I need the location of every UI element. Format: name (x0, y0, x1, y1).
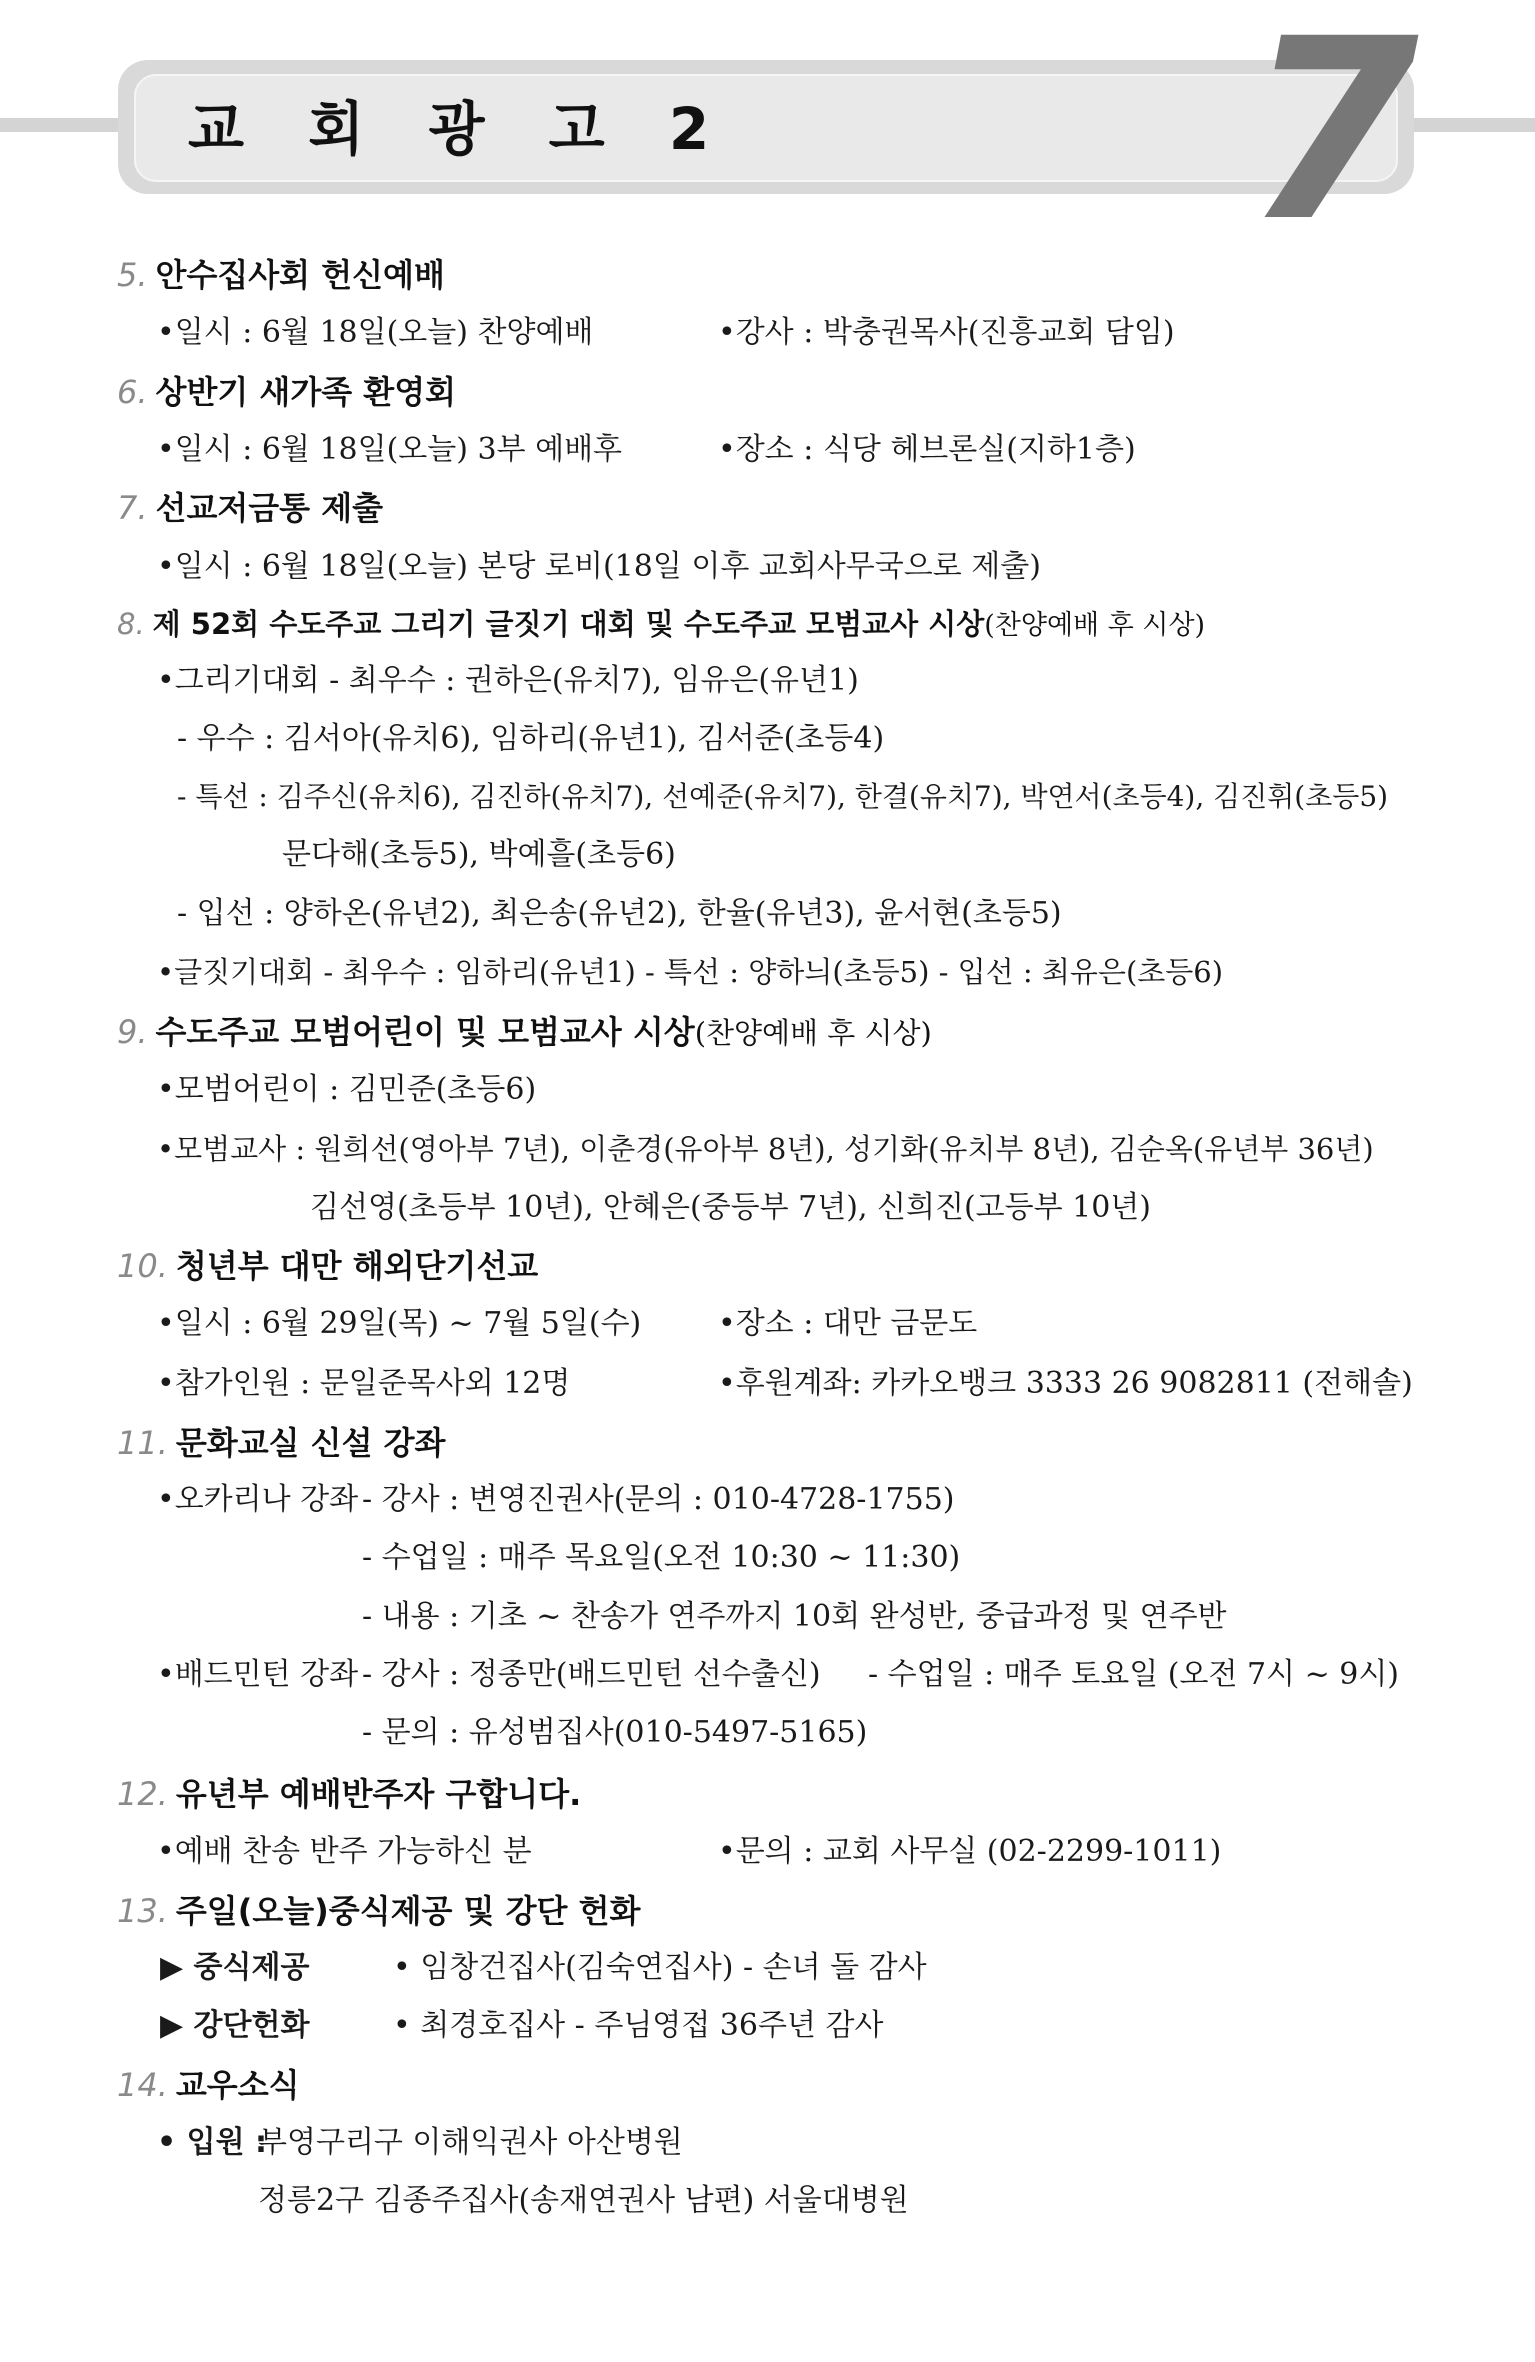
section-8-drawing-top: •그리기대회 - 최우수 : 권하은(유치7), 임유은(유년1) (157, 663, 859, 698)
section-11-badminton-contact: - 문의 : 유성범집사(010-5497-5165) (362, 1715, 868, 1750)
section-8-drawing-entry: - 입선 : 양하온(유년2), 최은송(유년2), 한율(유년3), 윤서현(초등5) (177, 896, 1062, 931)
section-11-ocarina-schedule: - 수업일 : 매주 목요일(오전 10:30 ~ 11:30) (362, 1540, 961, 1575)
section-10-account: •후원계좌: 카카오뱅크 3333 26 9082811 (전해솔) (718, 1366, 1413, 1401)
section-5-date: •일시 : 6월 18일(오늘) 찬양예배 (157, 315, 594, 350)
section-11-ocarina-teacher: - 강사 : 변영진권사(문의 : 010-4728-1755) (362, 1482, 955, 1517)
section-11-ocarina-label: •오카리나 강좌 (157, 1482, 359, 1517)
section-11-badminton-teacher: - 강사 : 정종만(배드민턴 선수출신) (362, 1657, 821, 1692)
section-5-heading: 5. 안수집사회 헌신예배 (117, 256, 445, 294)
section-11-ocarina-content: - 내용 : 기초 ~ 찬송가 연주까지 10회 완성반, 중급과정 및 연주반 (362, 1599, 1227, 1634)
section-8-drawing-excellent: - 우수 : 김서아(유치6), 임하리(유년1), 김서준(초등4) (177, 721, 885, 756)
section-6-date: •일시 : 6월 18일(오늘) 3부 예배후 (157, 432, 623, 467)
section-12-contact: •문의 : 교회 사무실 (02-2299-1011) (718, 1834, 1222, 1869)
section-10-participants: •참가인원 : 문일준목사외 12명 (157, 1366, 571, 1401)
section-10-date: •일시 : 6월 29일(목) ~ 7월 5일(수) (157, 1306, 642, 1341)
section-13-flower-label: ▶ 강단헌화 (160, 2008, 310, 2043)
section-13-lunch-value: • 임창건집사(김숙연집사) - 손녀 돌 감사 (393, 1950, 927, 1985)
section-9-model-child: •모범어린이 : 김민준(초등6) (157, 1072, 537, 1107)
section-14-heading: 14. 교우소식 (117, 2066, 300, 2104)
section-8-writing: •글짓기대회 - 최우수 : 임하리(유년1) - 특선 : 양하늬(초등5) - 입선 : 최유은(초등6) (157, 955, 1224, 989)
section-9-model-teachers-cont: 김선영(초등부 10년), 안혜은(중등부 7년), 신희진(고등부 10년) (310, 1190, 1151, 1225)
section-10-heading: 10. 청년부 대만 해외단기선교 (117, 1247, 539, 1285)
section-11-badminton-schedule: - 수업일 : 매주 토요일 (오전 7시 ~ 9시) (868, 1657, 1400, 1692)
section-6-place: •장소 : 식당 헤브론실(지하1층) (718, 432, 1136, 467)
section-14-hospital-label: • 입원 : (157, 2125, 268, 2160)
page-title: 교 회 광 고 2 (188, 95, 732, 163)
section-8-heading: 8. 제 52회 수도주교 그리기 글짓기 대회 및 수도주교 모범교사 시상(찬양예배 후 시상) (117, 607, 1206, 641)
page-number: 7 (1245, 0, 1413, 276)
section-9-heading: 9. 수도주교 모범어린이 및 모범교사 시상(찬양예배 후 시상) (117, 1013, 932, 1051)
section-13-lunch-label: ▶ 중식제공 (160, 1950, 310, 1985)
section-8-drawing-special-cont: 문다해(초등5), 박예흘(초등6) (282, 837, 676, 872)
section-13-flower-value: • 최경호집사 - 주님영접 36주년 감사 (393, 2008, 884, 2043)
section-13-heading: 13. 주일(오늘)중식제공 및 강단 헌화 (117, 1892, 641, 1930)
section-8-drawing-special: - 특선 : 김주신(유치6), 김진하(유치7), 선예준(유치7), 한결(유치7), 박연서(초등4), 김진휘(초등5) (177, 780, 1389, 813)
section-9-model-teachers: •모범교사 : 원희선(영아부 7년), 이춘경(유아부 8년), 성기화(유치부 8년), 김순옥(유년부 36년) (157, 1132, 1374, 1166)
section-12-requirement: •예배 찬송 반주 가능하신 분 (157, 1834, 532, 1869)
section-7-heading: 7. 선교저금통 제출 (117, 489, 384, 527)
section-5-speaker: •강사 : 박충권목사(진흥교회 담임) (718, 315, 1175, 350)
section-11-heading: 11. 문화교실 신설 강좌 (117, 1424, 446, 1462)
section-6-heading: 6. 상반기 새가족 환영회 (117, 373, 457, 411)
section-7-date: •일시 : 6월 18일(오늘) 본당 로비(18일 이후 교회사무국으로 제출) (157, 549, 1041, 584)
section-12-heading: 12. 유년부 예배반주자 구합니다. (117, 1775, 582, 1813)
section-10-place: •장소 : 대만 금문도 (718, 1306, 978, 1341)
section-11-badminton-label: •배드민턴 강좌 (157, 1657, 359, 1692)
section-14-hospital-1: 부영구리구 이해익권사 아산병원 (258, 2125, 683, 2160)
section-14-hospital-2: 정릉2구 김종주집사(송재연권사 남편) 서울대병원 (258, 2183, 909, 2218)
